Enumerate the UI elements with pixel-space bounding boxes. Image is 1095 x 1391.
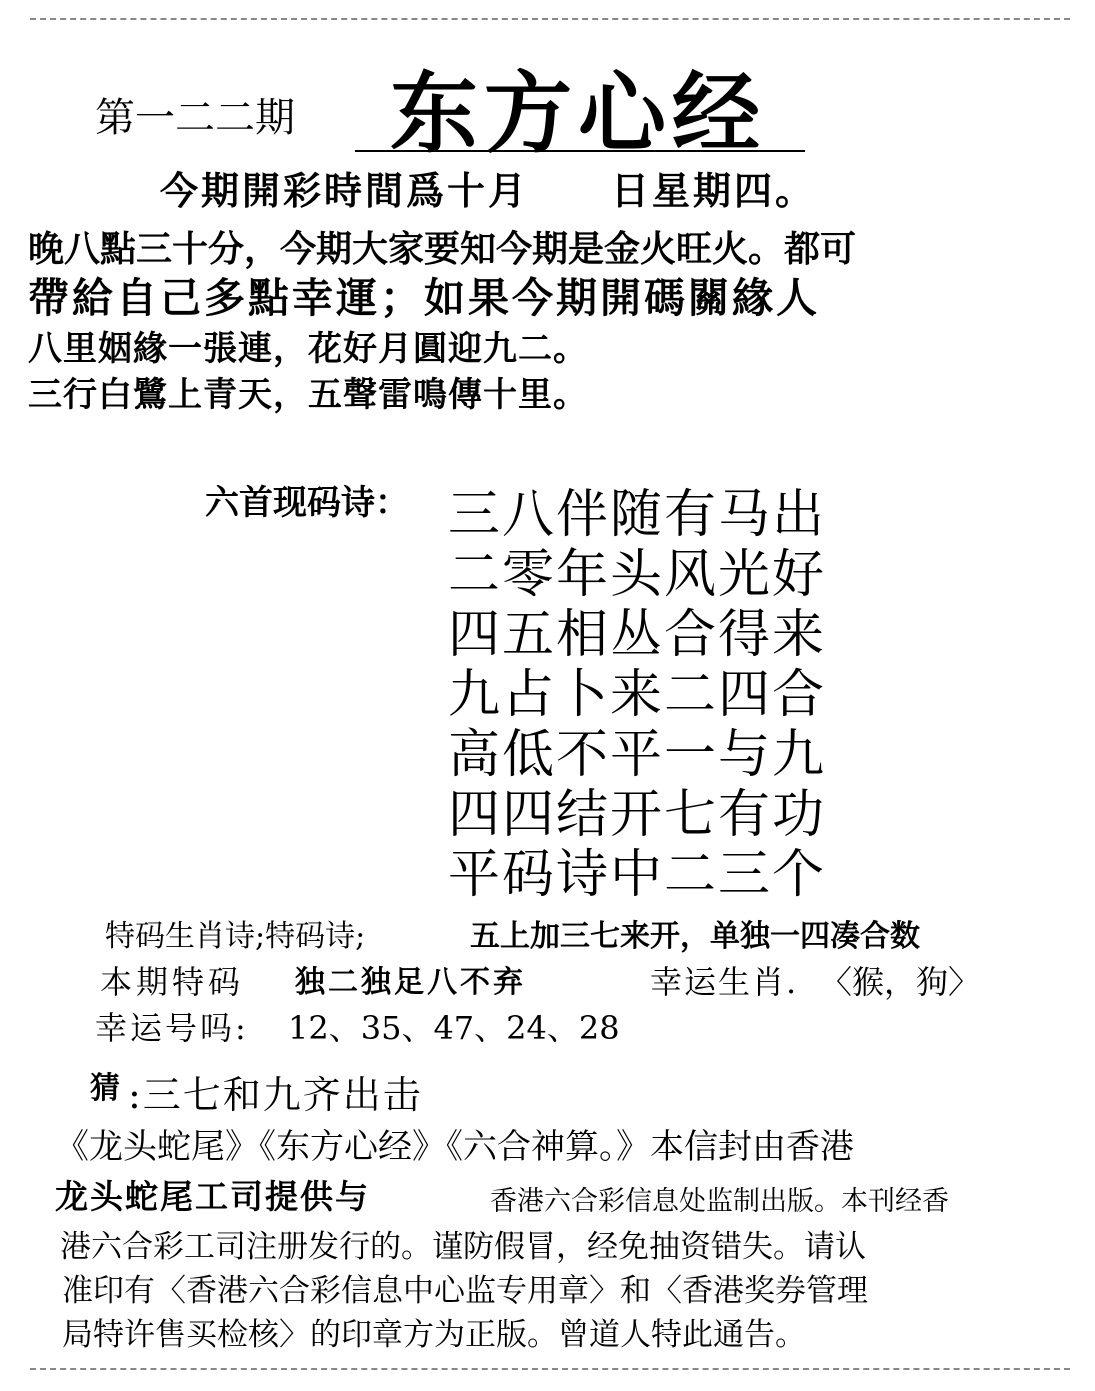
guess-text: :三七和九齐出击 xyxy=(128,1073,423,1117)
zodiac-label: 幸运生肖. xyxy=(650,963,799,1001)
intro-line-2: 晚八點三十分，今期大家要知今期是金火旺火。都可 xyxy=(28,229,857,270)
poem-line: 二零年头风光好 xyxy=(448,545,827,605)
top-rule xyxy=(30,18,1070,20)
intro-line-3: 帶給自己多點幸運；如果今期開碼關緣人 xyxy=(28,274,820,322)
page-title: 东方心经 xyxy=(390,62,767,165)
intro-line-1: 今期開彩時間爲十月 日星期四。 xyxy=(160,169,817,213)
special-text-1: 五上加三七来开，单独一四凑合数 xyxy=(470,919,920,954)
intro-line-4: 八里姻緣一張連，花好月圓迎九二。 xyxy=(28,329,588,369)
lucky-numbers: 12、35、47、24、28 xyxy=(288,1009,620,1047)
footer-line-2a: 龙头蛇尾工司提供与 xyxy=(55,1177,370,1216)
footer-line-5: 局特许售买检核〉的印章方为正版。曾道人特此通告。 xyxy=(62,1317,806,1353)
poem-line: 四四结开七有功 xyxy=(448,785,827,845)
bottom-rule xyxy=(30,1368,1070,1370)
poem-line: 平码诗中二三个 xyxy=(448,845,827,905)
poem-line: 四五相丛合得来 xyxy=(448,605,827,665)
special-label-2: 本期特码 xyxy=(100,963,245,1001)
lucky-label: 幸运号吗: xyxy=(95,1009,249,1047)
title-underline xyxy=(355,150,805,152)
footer-line-3: 港六合彩工司注册发行的。谨防假冒，经免抽资错失。请认 xyxy=(60,1229,866,1265)
special-label-1: 特码生肖诗;特码诗; xyxy=(105,919,366,954)
poem-line: 高低不平一与九 xyxy=(448,725,827,785)
footer-line-4: 准印有〈香港六合彩信息中心监专用章〉和〈香港奖券管理 xyxy=(62,1273,868,1309)
poem-line: 九占卜来二四合 xyxy=(448,665,827,725)
poem-line: 三八伴随有马出 xyxy=(448,485,827,545)
footer-line-2b: 香港六合彩信息处监制出版。本刊经香 xyxy=(490,1186,949,1217)
poem-label: 六首现码诗： xyxy=(205,483,409,523)
footer-line-1: 《龙头蛇尾》《东方心经》《六合神算。》本信封由香港 xyxy=(55,1127,854,1167)
issue-number: 第一二二期 xyxy=(95,95,295,141)
intro-line-5: 三行白鷺上青天，五聲雷鳴傳十里。 xyxy=(28,375,588,415)
guess-label: 猜 xyxy=(90,1071,120,1106)
zodiac-value: 〈猴，狗〉 xyxy=(820,963,981,1001)
special-text-2: 独二独足八不弃 xyxy=(295,965,526,1000)
